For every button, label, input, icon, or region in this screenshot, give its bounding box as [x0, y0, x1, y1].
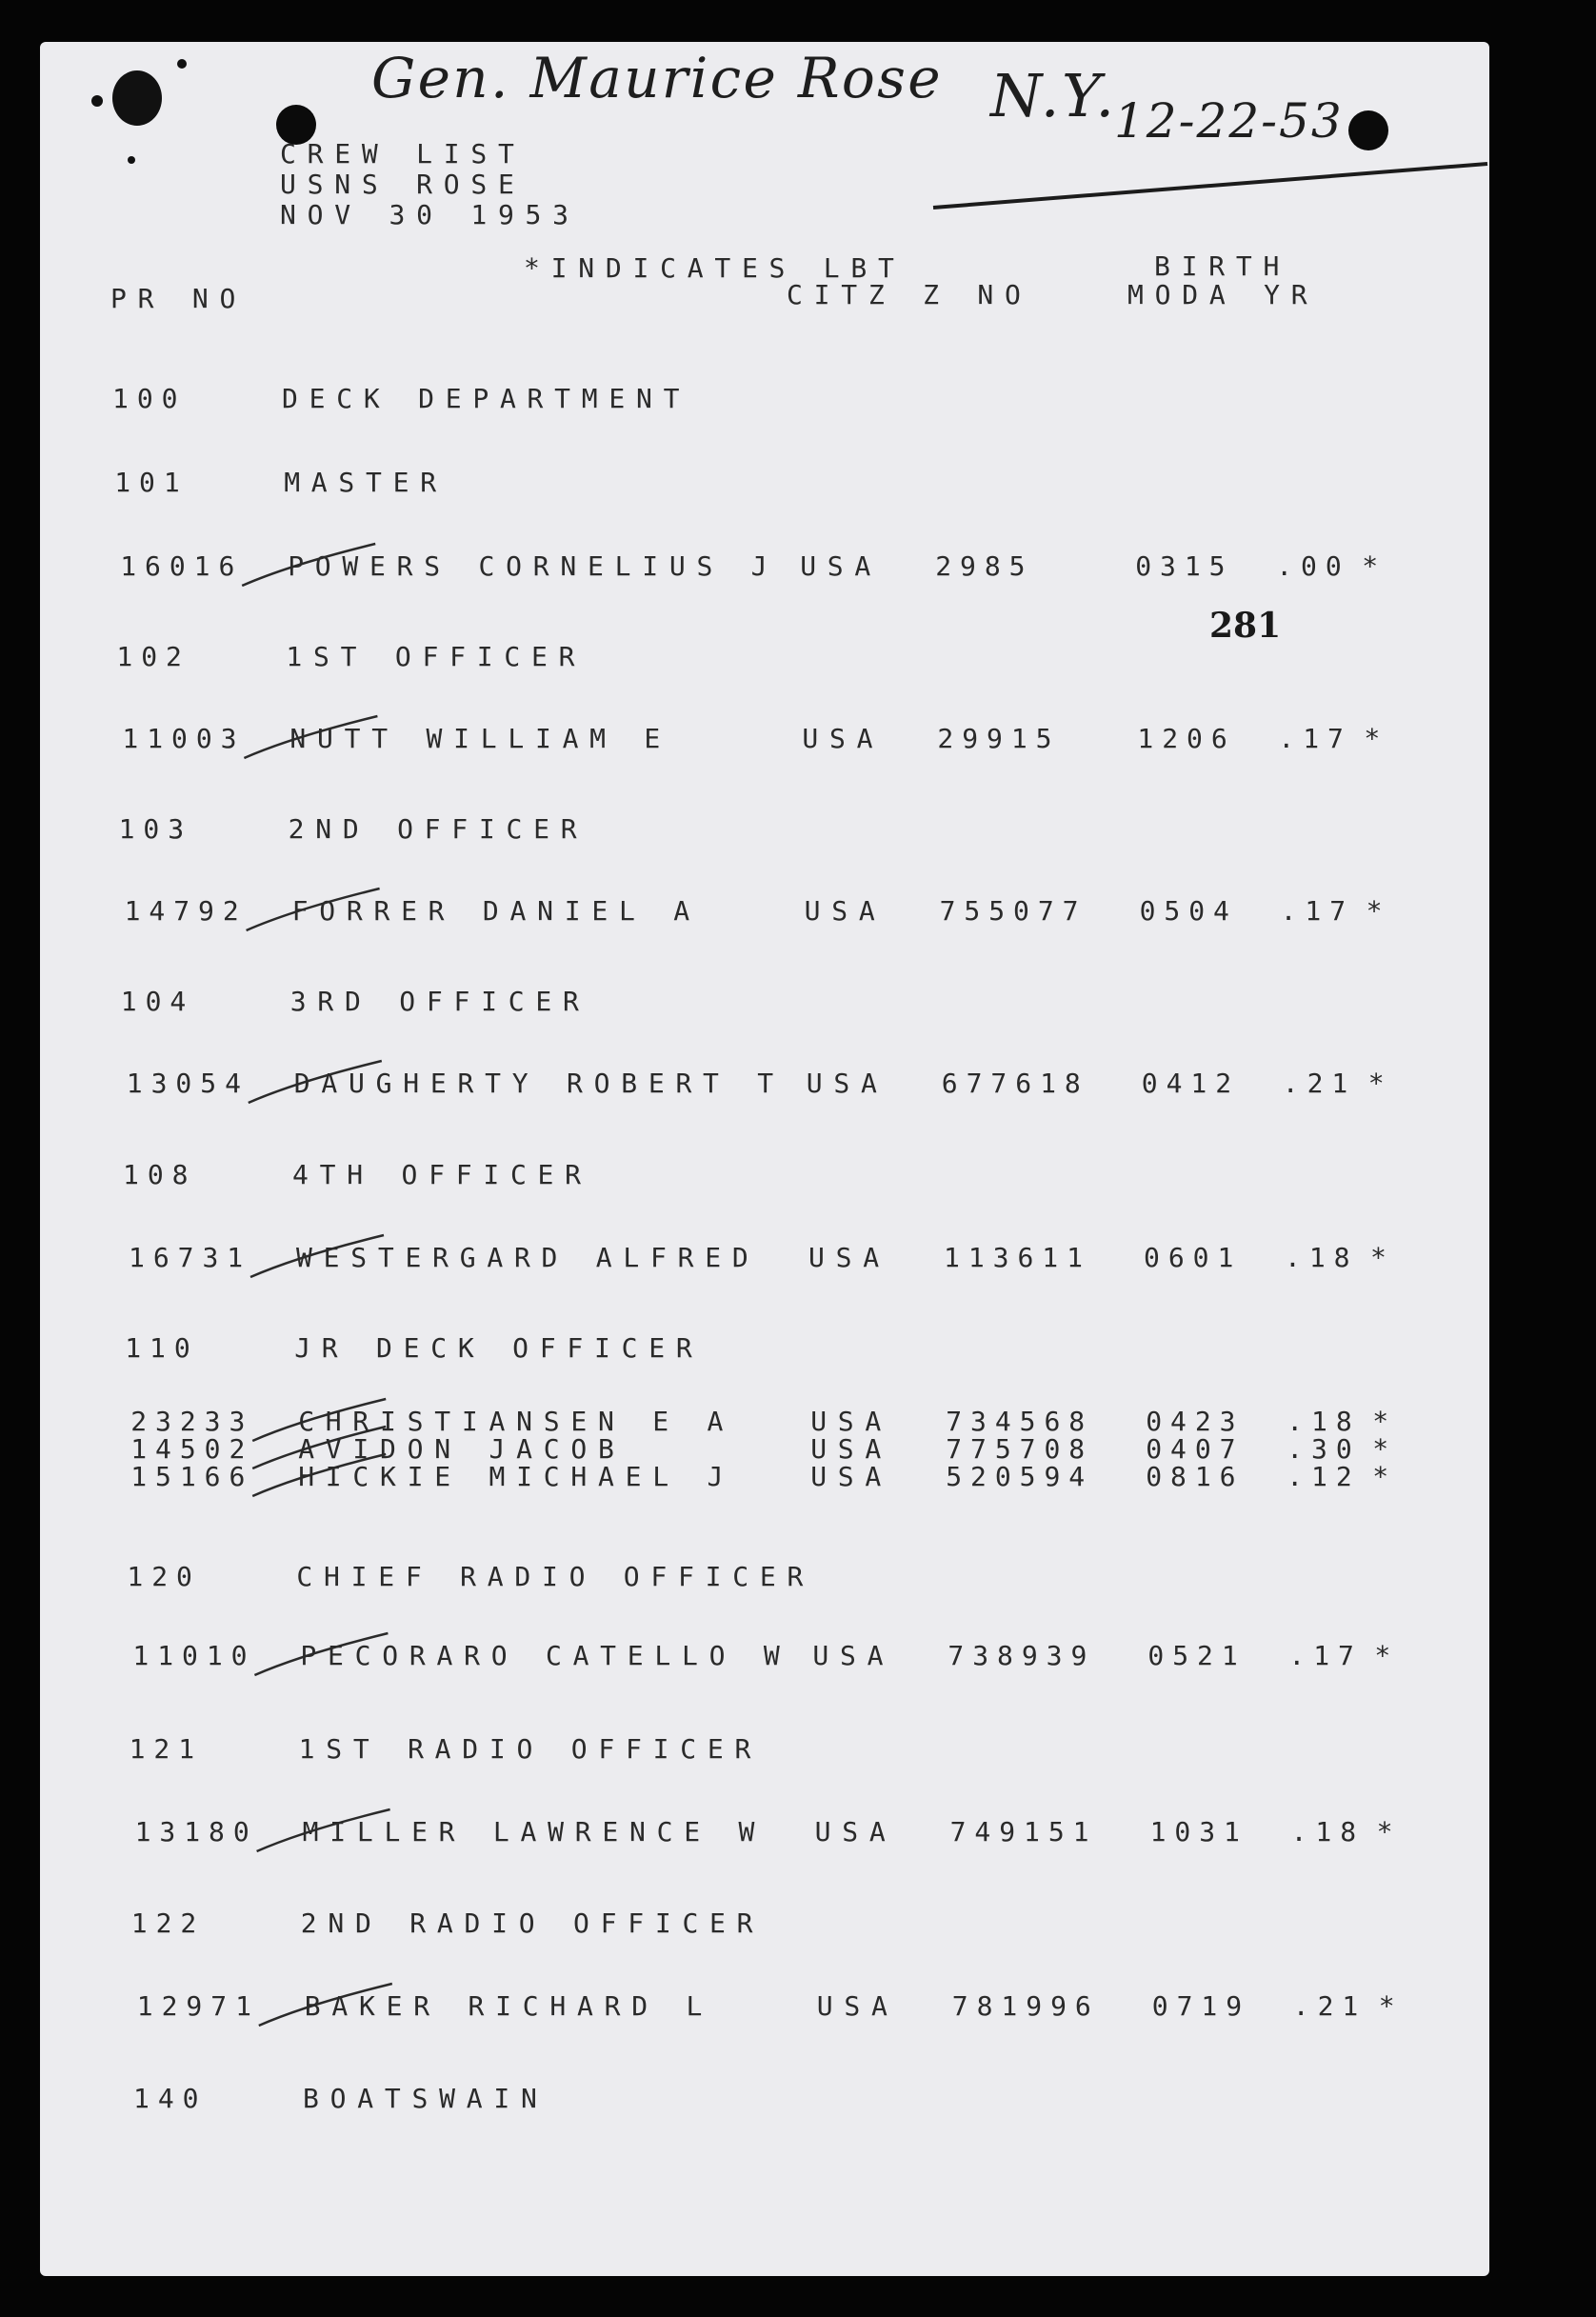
crew-lbt-marker: * — [1372, 1461, 1400, 1492]
signature-underline — [933, 164, 1487, 208]
crew-citizenship: USA — [812, 1640, 895, 1671]
section-code: 121 — [129, 1733, 204, 1765]
crew-birth-year: .21 — [1282, 1068, 1357, 1099]
crew-citizenship: USA — [806, 1068, 888, 1099]
crew-lbt-marker: * — [1362, 550, 1389, 582]
crew-birth-moda: 0315 — [1135, 550, 1234, 582]
crew-z-number: 677618 — [941, 1068, 1089, 1099]
crew-pr-number: 11003 — [122, 723, 246, 754]
crew-birth-year: .18 — [1285, 1242, 1359, 1273]
crew-name: FORRER DANIEL A — [291, 895, 701, 927]
crew-birth-moda: 0816 — [1146, 1461, 1245, 1492]
crew-pr-number: 12971 — [136, 1990, 260, 2022]
column-header-moda-yr: MODA YR — [1127, 279, 1319, 310]
section-title: 3RD OFFICER — [289, 986, 590, 1017]
section-code: 122 — [130, 1908, 206, 1939]
crew-birth-year: .17 — [1278, 723, 1352, 754]
header-ship: USNS ROSE — [280, 169, 526, 200]
crew-birth-year: .21 — [1292, 1990, 1367, 2022]
crew-pr-number: 23233 — [130, 1406, 254, 1437]
crew-pr-number: 16016 — [120, 550, 244, 582]
section-code: 101 — [114, 467, 189, 498]
crew-pr-number: 11010 — [132, 1640, 256, 1671]
crew-citizenship: USA — [804, 895, 887, 927]
crew-name: CHRISTIANSEN E A — [298, 1406, 735, 1437]
header-legend: *INDICATES LBT — [524, 252, 906, 284]
section-title: MASTER — [284, 467, 448, 498]
crew-z-number: 113611 — [944, 1242, 1091, 1273]
crew-citizenship: USA — [810, 1461, 893, 1492]
crew-citizenship: USA — [810, 1406, 893, 1437]
crew-name: HICKIE MICHAEL J — [298, 1461, 735, 1492]
section-title: CHIEF RADIO OFFICER — [296, 1561, 815, 1592]
crew-citizenship: USA — [808, 1242, 890, 1273]
crew-birth-year: .18 — [1290, 1816, 1366, 1848]
section-code: 108 — [123, 1159, 197, 1190]
section-code: 104 — [120, 986, 195, 1017]
check-mark-stroke — [250, 1235, 384, 1277]
crew-z-number: 2985 — [935, 550, 1034, 582]
crew-z-number: 755077 — [939, 895, 1087, 927]
section-title: 4TH OFFICER — [292, 1159, 592, 1190]
header-date: NOV 30 1953 — [280, 199, 580, 230]
crew-lbt-marker: * — [1370, 1242, 1398, 1273]
section-title: 1ST RADIO OFFICER — [298, 1733, 763, 1765]
handwritten-ship-name: Gen. Maurice Rose — [371, 46, 943, 110]
check-mark-stroke — [242, 544, 375, 586]
crew-name: BAKER RICHARD L — [304, 1990, 714, 2022]
column-header-citz-zno: CITZ Z NO — [787, 279, 1032, 310]
crew-lbt-marker: * — [1372, 1433, 1400, 1465]
crew-lbt-marker: * — [1372, 1406, 1400, 1437]
crew-birth-moda: 0504 — [1139, 895, 1238, 927]
crew-name: NUTT WILLIAM E — [289, 723, 672, 754]
crew-name: DAUGHERTY ROBERT T — [293, 1068, 785, 1099]
section-code: 102 — [116, 641, 190, 672]
crew-name: POWERS CORNELIUS J — [288, 550, 779, 582]
section-code: 103 — [118, 813, 193, 845]
check-mark-stroke — [244, 716, 377, 758]
section-title: 2ND OFFICER — [288, 813, 589, 845]
section-title: JR DECK OFFICER — [294, 1332, 704, 1364]
crew-pr-number: 13180 — [134, 1816, 258, 1848]
check-mark-stroke — [259, 1984, 392, 2026]
crew-lbt-marker: * — [1374, 1640, 1403, 1671]
section-code: 140 — [133, 2083, 208, 2114]
section-code: 110 — [125, 1332, 199, 1364]
crew-z-number: 775708 — [946, 1433, 1094, 1465]
crew-lbt-marker: * — [1364, 723, 1392, 754]
crew-citizenship: USA — [800, 550, 883, 582]
section-title: BOATSWAIN — [303, 2083, 549, 2114]
check-mark-stroke — [252, 1399, 386, 1441]
crew-z-number: 734568 — [946, 1406, 1094, 1437]
crew-z-number: 749151 — [949, 1816, 1098, 1848]
crew-citizenship: USA — [810, 1433, 893, 1465]
column-header-pr-no: PR NO — [110, 283, 248, 314]
crew-name: AVIDON JACOB — [298, 1433, 626, 1465]
page-number-stamp: 281 — [1209, 606, 1282, 646]
crew-pr-number: 13054 — [126, 1068, 249, 1099]
crew-birth-year: .17 — [1280, 895, 1355, 927]
check-mark-stroke — [257, 1809, 390, 1851]
section-title: 2ND RADIO OFFICER — [300, 1908, 765, 1939]
crew-lbt-marker: * — [1378, 1990, 1406, 2022]
crew-citizenship: USA — [816, 1990, 899, 2022]
crew-name: MILLER LAWRENCE W — [302, 1816, 767, 1848]
crew-birth-moda: 0407 — [1146, 1433, 1245, 1465]
crew-citizenship: USA — [814, 1816, 897, 1848]
handwritten-date: 12-22-53 — [1114, 93, 1344, 149]
header-title: CREW LIST — [280, 138, 526, 170]
crew-lbt-marker: * — [1376, 1816, 1405, 1848]
crew-name: WESTERGARD ALFRED — [296, 1242, 760, 1273]
crew-z-number: 738939 — [948, 1640, 1096, 1671]
crew-z-number: 520594 — [946, 1461, 1094, 1492]
check-mark-stroke — [249, 1061, 382, 1103]
section-title: 1ST OFFICER — [286, 641, 587, 672]
crew-birth-moda: 0601 — [1144, 1242, 1243, 1273]
crew-pr-number: 15166 — [130, 1461, 254, 1492]
section-code: 120 — [127, 1561, 201, 1592]
section-code: 100 — [112, 383, 187, 414]
crew-birth-moda: 1031 — [1149, 1816, 1248, 1848]
crew-lbt-marker: * — [1367, 1068, 1396, 1099]
crew-birth-year: .00 — [1276, 550, 1350, 582]
crew-birth-moda: 1206 — [1137, 723, 1236, 754]
crew-birth-year: .30 — [1287, 1433, 1361, 1465]
crew-birth-year: .17 — [1288, 1640, 1363, 1671]
crew-birth-year: .12 — [1287, 1461, 1361, 1492]
crew-pr-number: 14792 — [124, 895, 248, 927]
crew-birth-year: .18 — [1287, 1406, 1361, 1437]
crew-lbt-marker: * — [1366, 895, 1394, 927]
header-birth: BIRTH — [1154, 250, 1291, 282]
crew-birth-moda: 0521 — [1147, 1640, 1247, 1671]
crew-name: PECORARO CATELLO W — [300, 1640, 791, 1671]
section-title: DECK DEPARTMENT — [282, 383, 691, 414]
crew-z-number: 781996 — [951, 1990, 1100, 2022]
handwritten-port: N.Y. — [990, 61, 1117, 130]
check-mark-stroke — [254, 1633, 388, 1675]
crew-birth-moda: 0719 — [1151, 1990, 1251, 2022]
check-mark-stroke — [247, 889, 380, 930]
crew-pr-number: 14502 — [130, 1433, 254, 1465]
crew-birth-moda: 0412 — [1141, 1068, 1241, 1099]
crew-birth-moda: 0423 — [1146, 1406, 1245, 1437]
crew-pr-number: 16731 — [129, 1242, 252, 1273]
crew-citizenship: USA — [802, 723, 885, 754]
crew-z-number: 29915 — [937, 723, 1061, 754]
